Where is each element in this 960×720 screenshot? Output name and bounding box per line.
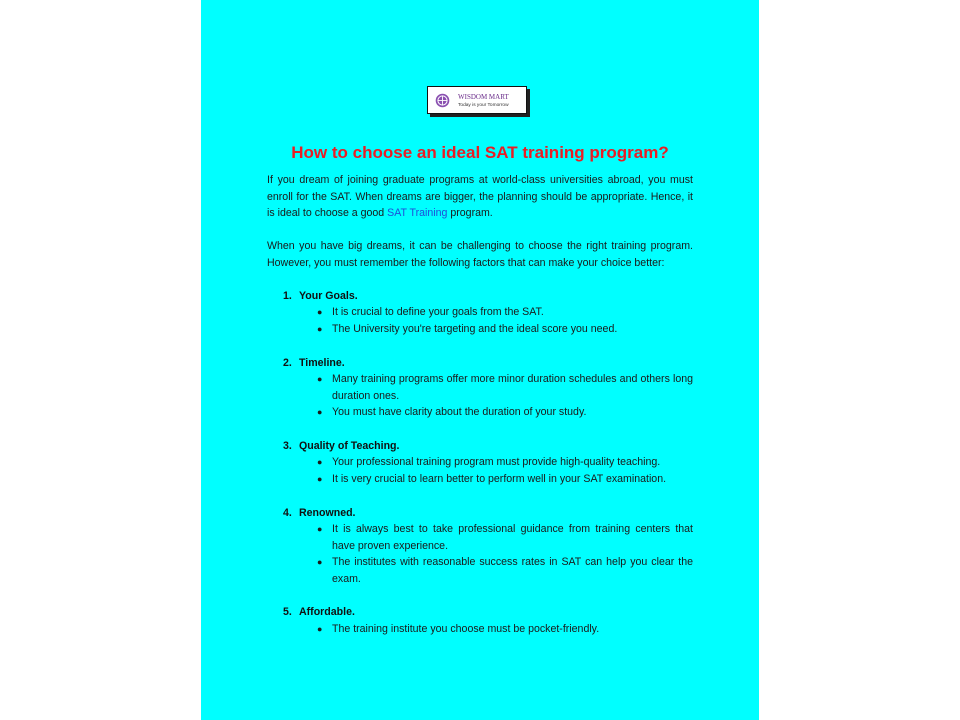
section-bullets [317,454,693,487]
bullet-text: It is crucial to define your goals from the SAT. [332,306,544,318]
list-item [317,371,693,404]
list-item [317,304,693,321]
bullet-text: Your professional training program must provide high-quality teaching. [332,456,661,468]
section-number: 5. [283,606,292,618]
section-number: 4. [283,507,292,519]
list-item [317,471,693,488]
bullet-icon: ● [317,374,323,384]
section-bullets [317,621,693,638]
sat-training-link[interactable]: SAT Training [387,207,448,220]
bullet-text: It is always best to take professional guidance from training centers that have proven experience. [332,523,693,552]
bullet-text: You must have clarity about the duration of your study. [332,406,587,419]
list-item [317,404,693,421]
bullet-text: The University you're targeting and the ideal score you need. [332,322,618,335]
section-number: 1. [283,290,292,302]
section-heading [283,355,345,372]
factors-intro-paragraph: When you have big dreams, it can be challenging to choose the right training program. However, you must remember the following factors that can make your choice better: [267,240,693,269]
bullet-icon: ● [317,307,323,317]
bullet-icon: ● [317,624,323,634]
section-number: 3. [283,440,292,452]
section-heading [283,438,399,455]
bullet-text: The training institute you choose must be pocket-friendly. [332,623,600,635]
wisdom-mart-logo[interactable] [427,86,527,114]
intro-text-end: program. [447,207,493,220]
bullet-icon: ● [317,323,323,334]
list-item [317,554,693,587]
section-title: Your Goals. [299,290,358,302]
document-page [201,0,759,720]
section-bullets [317,371,693,421]
bullet-text: Many training programs offer more minor duration schedules and others long duration ones. [332,373,693,402]
bullet-text: It is very crucial to learn better to perform well in your SAT examination. [332,472,667,485]
page-title: How to choose an ideal SAT training program? [291,143,669,162]
list-item [317,521,693,554]
section-title: Renowned. [299,507,356,519]
section-bullets [317,304,693,337]
intro-paragraph [267,172,693,222]
bullet-icon: ● [317,473,323,484]
section-title: Quality of Teaching. [299,440,400,452]
section-heading [283,288,358,305]
list-item [317,454,693,471]
bullet-icon: ● [317,524,323,534]
bullet-icon: ● [317,407,323,418]
section-number: 2. [283,357,292,369]
list-item [317,321,693,338]
bullet-icon: ● [317,457,323,467]
logo-emblem-icon [435,93,450,108]
logo-name: WISDOM MART [458,93,509,101]
section-heading [283,604,355,621]
section-title: Affordable. [299,606,355,618]
section-title: Timeline. [299,357,345,369]
bullet-icon: ● [317,557,323,568]
bullet-text: The institutes with reasonable success rates in SAT can help you clear the exam. [332,556,693,585]
section-heading [283,505,356,522]
intro-text-start: If you dream of joining graduate programs at world-class universities abroad, you must enroll for the SAT. When dreams are bigger, the planning should be appropriate. Hence, it is ideal to choose a good [267,174,693,220]
logo-tagline: Today is your Tomorrow [458,103,509,108]
section-bullets [317,521,693,587]
list-item [317,621,693,638]
